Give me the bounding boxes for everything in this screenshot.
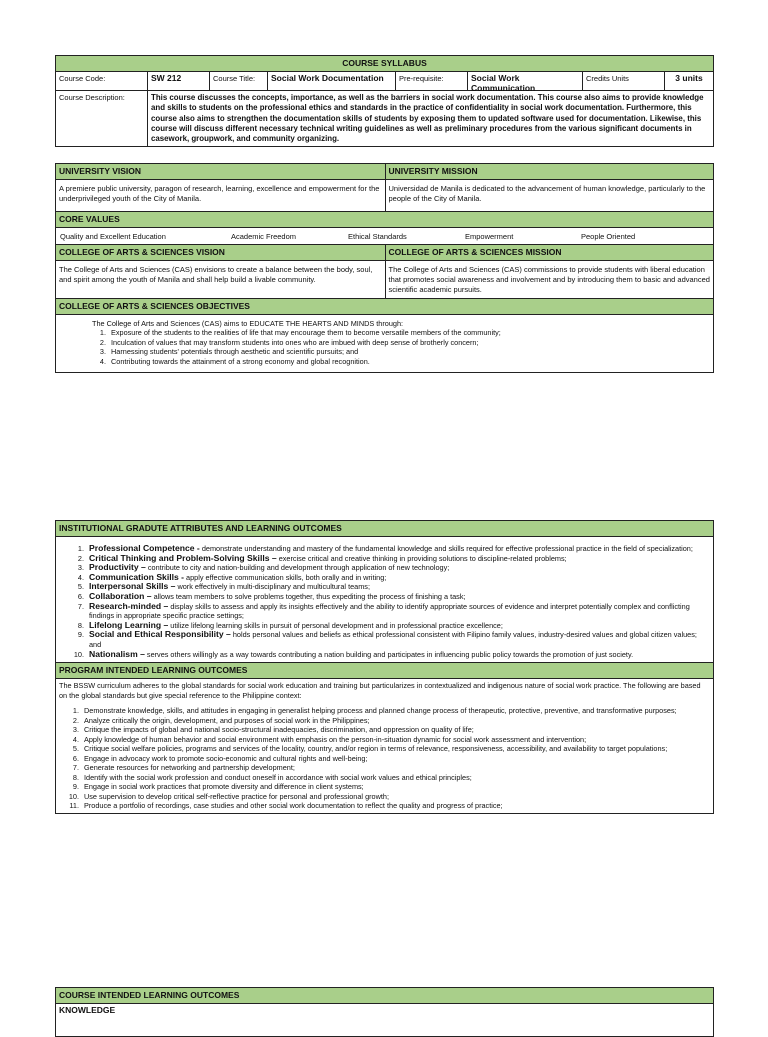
knowledge-heading: KNOWLEDGE bbox=[59, 1005, 116, 1015]
list-number: 10. bbox=[73, 649, 84, 659]
list-number: 1. bbox=[99, 328, 106, 338]
list-item-body bbox=[111, 347, 358, 356]
university-info-table bbox=[55, 163, 714, 373]
credits-label: Credits Units bbox=[583, 72, 665, 90]
list-item-body bbox=[84, 735, 586, 745]
cas-objective-item bbox=[92, 357, 710, 366]
list-number: 3. bbox=[72, 725, 79, 735]
list-number: 6. bbox=[72, 753, 79, 763]
list-item-body bbox=[89, 554, 567, 564]
list-item-body bbox=[111, 328, 501, 337]
course-title-label: Course Title: bbox=[210, 72, 268, 90]
university-vision: A premiere public university, paragon of research, learning, excellence and empowerment for the underprivileged youth of the City of Manila. bbox=[59, 184, 380, 203]
list-item-body bbox=[111, 357, 370, 366]
list-item-body bbox=[89, 630, 707, 649]
list-item-text: Identify with the social work profession and conduct oneself in accordance with social work values and ethical principles; bbox=[84, 772, 472, 782]
attribute-term: Productivity – bbox=[89, 562, 146, 573]
program-outcome-item bbox=[65, 773, 710, 783]
cas-vision: The College of Arts and Sciences (CAS) envisions to create a balance between the body, soul, and spirit among the youth of Manila and shall help build a livable community. bbox=[59, 265, 373, 284]
list-number: 5. bbox=[72, 744, 79, 754]
attribute-term: Professional Competence - bbox=[89, 543, 200, 553]
core-values-row bbox=[56, 228, 713, 245]
list-number: 8. bbox=[72, 772, 79, 782]
list-item-body bbox=[111, 338, 478, 347]
list-item-text: Contributing towards the attainment of a strong economy and global recognition. bbox=[111, 356, 370, 366]
list-item-body bbox=[84, 706, 677, 716]
course-outcomes-table bbox=[55, 987, 714, 1037]
list-item-body bbox=[84, 754, 368, 764]
list-number: 9. bbox=[77, 630, 84, 640]
program-outcomes-title: PROGRAM INTENDED LEARNING OUTCOMES bbox=[56, 662, 713, 679]
program-outcomes-intro: The BSSW curriculum adheres to the global standards for social work education and training but particularizes in contextualized and indigenous nature of social work practice. The following are based on the global standards but give special reference to the Philippine context: bbox=[59, 681, 701, 700]
list-item-text: Harnessing students' potentials through aesthetic and scientific pursuits; and bbox=[111, 347, 359, 357]
program-outcome-item bbox=[65, 801, 710, 811]
core-value: People Oriented bbox=[581, 232, 636, 241]
attribute-term: Research-minded – bbox=[89, 600, 169, 611]
list-item-text: exercise critical and creative thinking in providing solutions to discipline-related problems; bbox=[276, 553, 567, 563]
course-description: This course discusses the concepts, importance, as well as the barriers in social work documentation. This course also aims to provide knowledge and skills to students on the professional ethics and standards in the practice of confidentiality in social work documentation. Furthermore, this course also aims to strengthen the documentation skills of students by exposing them to updated software used for documentation. Likewise, this course will discuss different necessary technical writing guidelines as well as preliminary procedures from the various significant documents in casework, groupwork, and community organizing. bbox=[151, 93, 704, 144]
graduate-attributes-list bbox=[70, 544, 707, 659]
list-item-text: Generate resources for networking and partnership development; bbox=[84, 763, 295, 773]
cas-mission: The College of Arts and Sciences (CAS) commissions to provide students with liberal education that promotes social awareness and involvement and by introducing them to basic and advanced scientific academic pursuits. bbox=[388, 265, 710, 294]
list-number: 2. bbox=[99, 337, 106, 347]
list-item-text: allows team members to solve problems together, thus expediting the process of finishing a task; bbox=[151, 591, 466, 601]
list-item-body bbox=[84, 782, 364, 792]
list-item-text: demonstrate understanding and mastery of the fundamental knowledge and skills required for effective professional practice in the field of specialization; bbox=[199, 544, 693, 553]
cas-objectives bbox=[56, 315, 713, 372]
list-number: 7. bbox=[72, 763, 79, 773]
list-item-text: apply effective communication skills, both orally and in writing; bbox=[184, 572, 387, 582]
attribute-term: Lifelong Learning – bbox=[89, 619, 169, 630]
program-outcome-item bbox=[65, 706, 710, 716]
program-outcome-item bbox=[65, 754, 710, 764]
list-item-text: Engage in social work practices that promote diversity and difference in client systems; bbox=[84, 782, 364, 792]
list-item-text: Engage in advocacy work to promote socio-economic and cultural rights and well-being; bbox=[84, 753, 368, 763]
list-item-text: Demonstrate knowledge, skills, and attitudes in engaging in generalist helping process and planned change process of therapeutic, protective, preventive, and transformative purposes; bbox=[84, 706, 677, 716]
program-outcome-item bbox=[65, 735, 710, 745]
cas-objectives-title: COLLEGE OF ARTS & SCIENCES OBJECTIVES bbox=[56, 299, 713, 315]
course-outcomes-title: COURSE INTENDED LEARNING OUTCOMES bbox=[56, 988, 713, 1004]
list-item-text: display skills to assess and apply its insights effectively and the ability to identify appropriate sources of evidence and interpret potentially complex and conflicting findings in appropriate specific practice settings; bbox=[89, 601, 690, 621]
graduate-attribute-item bbox=[70, 650, 707, 660]
graduate-attribute-item bbox=[70, 554, 707, 564]
core-value: Ethical Standards bbox=[348, 232, 407, 241]
list-number: 1. bbox=[72, 706, 79, 716]
list-item-text: Critique the impacts of global and national socio-structural inadequacies, discrimination, and oppression on quality of life; bbox=[84, 725, 474, 735]
program-outcome-item bbox=[65, 792, 710, 802]
graduate-attribute-item bbox=[70, 630, 707, 649]
cas-objectives-list bbox=[92, 328, 710, 366]
list-number: 3. bbox=[77, 563, 84, 573]
list-item-text: Critique social welfare policies, programs and services of the locality, country, and/or region in terms of relevance, responsiveness, accessibility, and availability to target populations; bbox=[84, 744, 668, 754]
graduate-attributes-table bbox=[55, 520, 714, 814]
core-value: Quality and Excellent Education bbox=[60, 232, 166, 241]
program-outcome-item bbox=[65, 744, 710, 754]
course-code-label: Course Code: bbox=[56, 72, 148, 90]
core-value: Academic Freedom bbox=[231, 232, 297, 241]
list-item-text: holds personal values and beliefs as ethical professional consistent with Filipino family values, industry-desired values and global citizen values; and bbox=[89, 630, 697, 649]
graduate-attribute-item bbox=[70, 582, 707, 592]
cas-objective-item bbox=[92, 347, 710, 356]
list-item-text: work effectively in multi-disciplinary and multicultural teams; bbox=[175, 582, 370, 592]
prereq-value: Social Work Communication bbox=[468, 72, 583, 90]
list-number: 3. bbox=[99, 347, 106, 357]
attribute-term: Communication Skills - bbox=[89, 571, 185, 582]
cas-mission-title: COLLEGE OF ARTS & SCIENCES MISSION bbox=[386, 245, 714, 261]
list-item-body bbox=[84, 744, 667, 754]
list-item-text: Apply knowledge of human behavior and social environment with emphasis on the person-in-situation dynamic for social work assessment and intervention; bbox=[84, 734, 587, 744]
list-number: 2. bbox=[72, 715, 79, 725]
program-outcomes-list bbox=[59, 706, 710, 811]
course-code: SW 212 bbox=[148, 72, 210, 90]
list-number: 2. bbox=[77, 553, 84, 563]
attribute-term: Collaboration – bbox=[89, 590, 152, 601]
attribute-term: Interpersonal Skills – bbox=[89, 581, 176, 592]
list-number: 6. bbox=[77, 591, 84, 601]
attribute-term: Nationalism – bbox=[89, 648, 145, 659]
prereq-label: Pre-requisite: bbox=[396, 72, 468, 90]
list-item-text: utilize lifelong learning skills in pursuit of personal development and in professional practice excellence; bbox=[168, 620, 503, 630]
description-label: Course Description: bbox=[56, 91, 148, 146]
list-item-text: Exposure of the students to the realities of life that may encourage them to become versatile members of the community; bbox=[111, 328, 501, 338]
university-mission-title: UNIVERSITY MISSION bbox=[386, 164, 714, 180]
attribute-term: Critical Thinking and Problem-Solving Skills – bbox=[89, 552, 277, 563]
cas-objective-item bbox=[92, 328, 710, 337]
cas-vision-title: COLLEGE OF ARTS & SCIENCES VISION bbox=[56, 245, 385, 261]
university-mission: Universidad de Manila is dedicated to the advancement of human knowledge, particularly to the people of the City of Manila. bbox=[388, 184, 706, 203]
list-number: 10. bbox=[68, 791, 79, 801]
attribute-term: Social and Ethical Responsibility – bbox=[89, 629, 231, 640]
course-syllabus-table bbox=[55, 55, 714, 147]
list-item-body bbox=[84, 801, 503, 811]
core-values-title: CORE VALUES bbox=[56, 212, 713, 228]
cas-objectives-intro: The College of Arts and Sciences (CAS) aims to EDUCATE THE HEARTS AND MINDS through: bbox=[92, 319, 404, 328]
credits-value: 3 units bbox=[675, 73, 703, 83]
list-item-body bbox=[84, 763, 295, 773]
list-number: 11. bbox=[69, 801, 79, 811]
list-number: 4. bbox=[77, 572, 84, 582]
list-item-text: Use supervision to develop critical self-reflective practice for personal and professional growth; bbox=[84, 791, 389, 801]
university-vision-title: UNIVERSITY VISION bbox=[56, 164, 385, 180]
list-number: 4. bbox=[72, 734, 79, 744]
syllabus-title: COURSE SYLLABUS bbox=[56, 56, 713, 72]
list-number: 5. bbox=[77, 582, 84, 592]
list-number: 4. bbox=[99, 356, 106, 366]
list-item-text: Inculcation of values that may transform students into ones who are imbued with deep sense of brotherly concern; bbox=[111, 337, 479, 347]
program-outcome-item bbox=[65, 782, 710, 792]
list-item-body bbox=[89, 602, 707, 621]
list-number: 1. bbox=[77, 544, 84, 553]
list-number: 7. bbox=[77, 601, 84, 611]
list-number: 9. bbox=[72, 782, 79, 792]
program-outcome-item bbox=[65, 725, 710, 735]
graduate-attributes-title: INSTITUTIONAL GRADUTE ATTRIBUTES AND LEARNING OUTCOMES bbox=[56, 521, 713, 537]
list-item-body bbox=[84, 773, 472, 783]
list-item-text: Analyze critically the origin, development, and purposes of social work in the Philippines; bbox=[84, 715, 370, 725]
list-item-body bbox=[84, 792, 389, 802]
list-item-text: contribute to city and nation-building and development through application of new technology; bbox=[145, 563, 450, 573]
list-item-body bbox=[84, 716, 370, 726]
list-item-body bbox=[84, 725, 474, 735]
list-number: 8. bbox=[77, 620, 84, 630]
list-item-body bbox=[89, 650, 633, 660]
program-outcome-item bbox=[65, 763, 710, 773]
core-value: Empowerment bbox=[465, 232, 514, 241]
graduate-attribute-item bbox=[70, 602, 707, 621]
list-item-text: Produce a portfolio of recordings, case studies and other social work documentation to reflect the quality and progress of practice; bbox=[84, 801, 503, 811]
cas-objective-item bbox=[92, 338, 710, 347]
list-item-text: serves others willingly as a way towards contributing a nation building and participates in influencing public policy towards the promotion of just society. bbox=[144, 649, 634, 659]
course-title: Social Work Documentation bbox=[268, 72, 396, 90]
program-outcome-item bbox=[65, 716, 710, 726]
